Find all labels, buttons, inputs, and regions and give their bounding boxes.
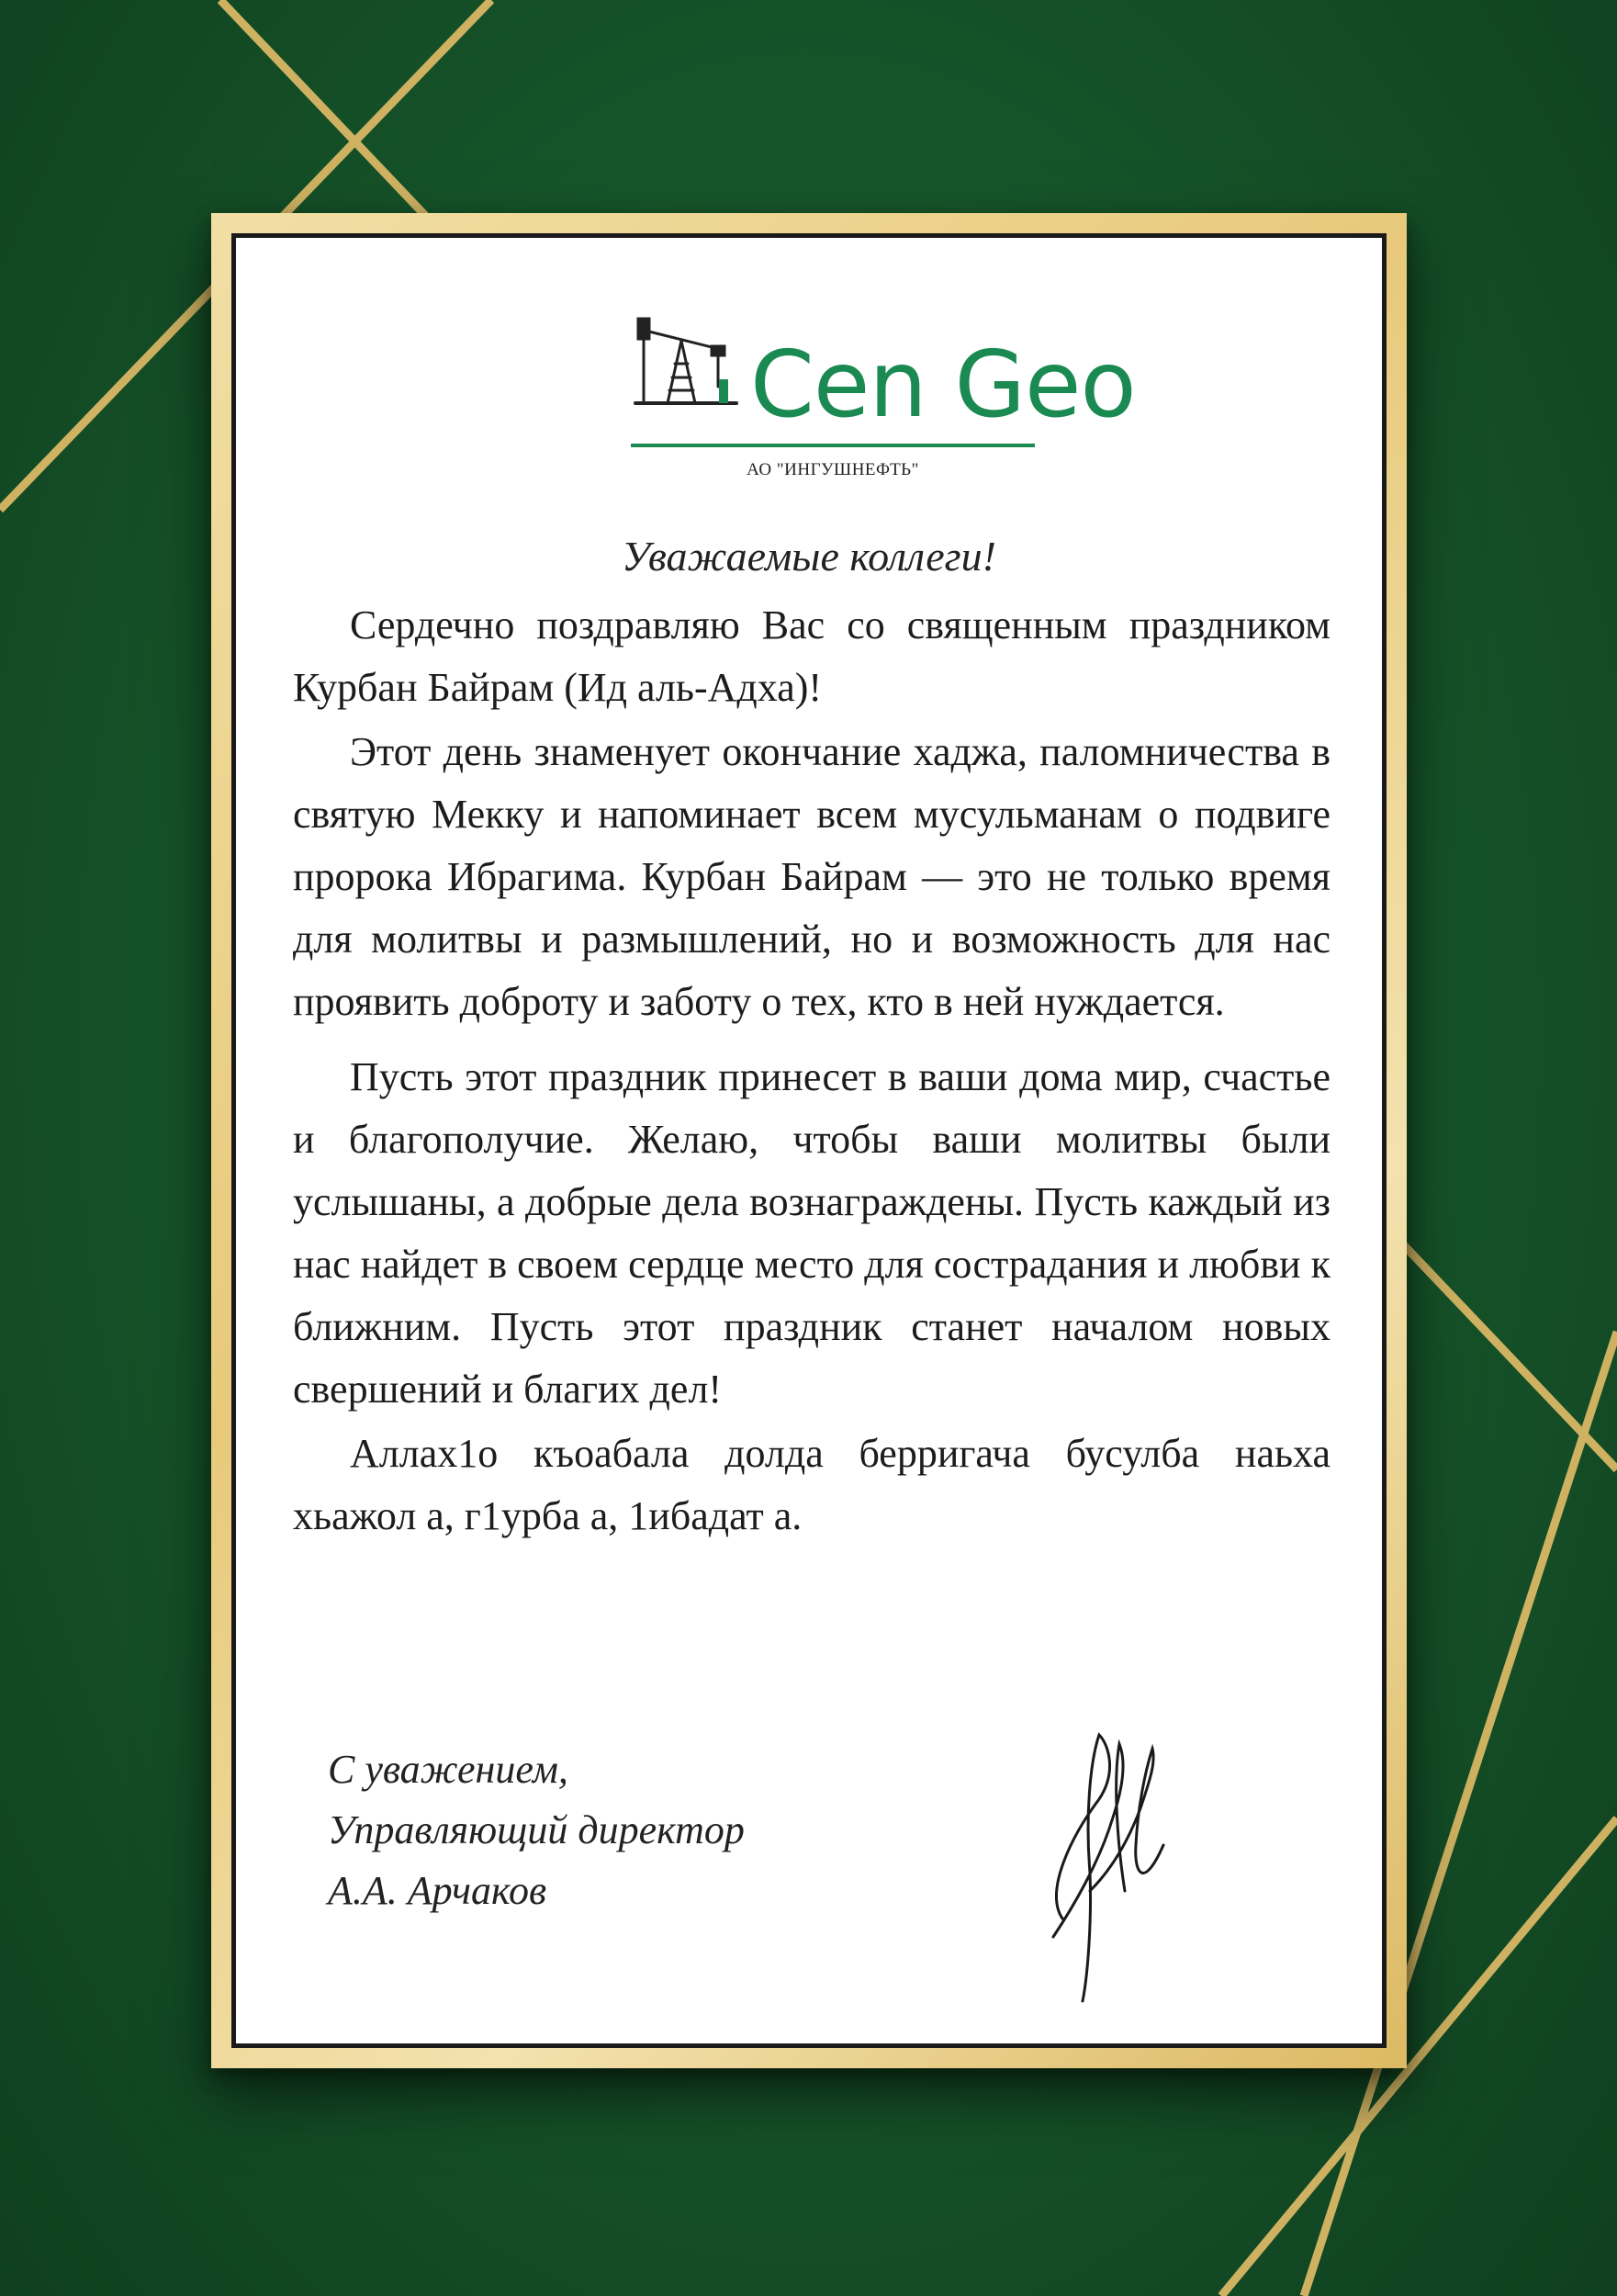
closing-phrase: С уважением,: [328, 1747, 568, 1792]
logo-divider: [631, 444, 1035, 447]
paragraph: Этот день знаменует окончание хаджа, паломничества в святую Мекку и напоминает всем мусульманам о подвиге пророка Ибрагима. Курбан Байрам — это не только время для молитвы и размышлений, но и возможность для нас проявить доброту и заботу о тех, кто в ней нуждается.: [293, 729, 1331, 1024]
letter-body: [293, 594, 1331, 1548]
letter-sheet: [231, 233, 1387, 2048]
closing-block: [328, 1739, 745, 1921]
company-subtitle: АО "ИНГУШНЕФТЬ": [747, 460, 919, 479]
paragraph: Сердечно поздравляю Вас со священным праздником Курбан Байрам (Ид аль-Адха)!: [293, 602, 1331, 710]
company-logo: [631, 313, 1136, 497]
signatory-position: Управляющий директор: [328, 1807, 745, 1852]
oil-pump-icon: [631, 313, 741, 423]
paragraph: Пусть этот праздник принесет в ваши дома мир, счастье и благополучие. Желаю, чтобы ваши молитвы были услышаны, а добрые дела вознаграждены. Пусть каждый из нас найдет в своем сердце место для сострадания и любви к ближним. Пусть этот праздник станет началом новых свершений и благих дел!: [293, 1054, 1331, 1412]
handwritten-signature: [1035, 1707, 1182, 2010]
gold-frame: [211, 213, 1407, 2068]
paragraph: Аллах1о къоабала долда берригача бусулба наьха хьажол а, г1урба а, 1ибадат а.: [293, 1431, 1331, 1538]
greeting: Уважаемые коллеги!: [622, 533, 996, 580]
signatory-name: А.А. Арчаков: [328, 1868, 547, 1913]
company-name: Cen Geo: [750, 331, 1136, 438]
